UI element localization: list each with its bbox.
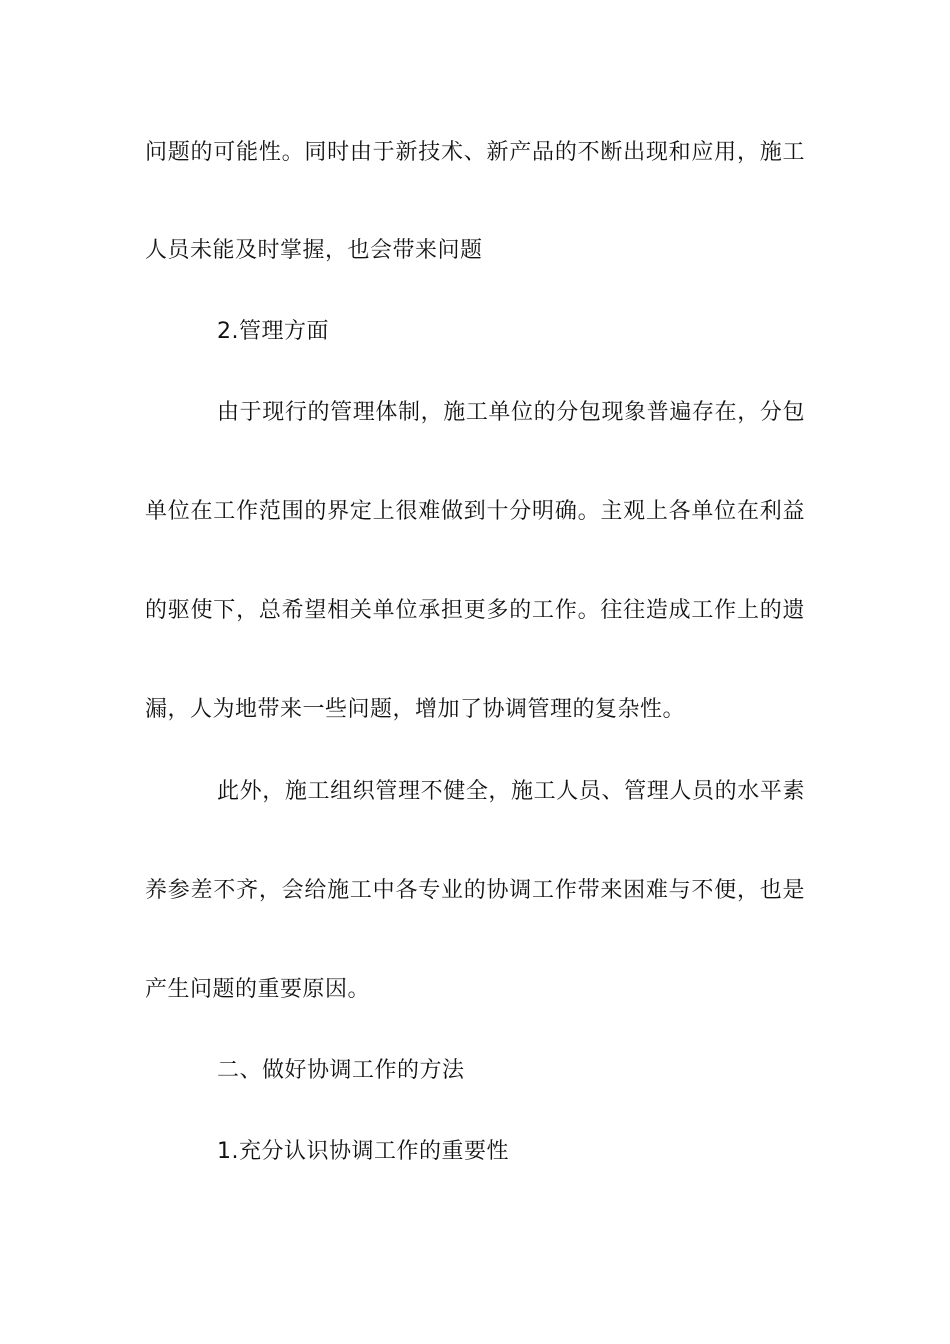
paragraph-line: 产生问题的重要原因。 bbox=[145, 977, 371, 1002]
paragraph-line: 漏，人为地带来一些问题，增加了协调管理的复杂性。 bbox=[145, 697, 686, 722]
section-heading: 二、做好协调工作的方法 bbox=[217, 1058, 465, 1083]
paragraph-line: 由于现行的管理体制，施工单位的分包现象普遍存在，分包 bbox=[217, 400, 805, 425]
paragraph-line: 的驱使下，总希望相关单位承担更多的工作。往往造成工作上的遗 bbox=[145, 598, 805, 623]
paragraph-line: 单位在工作范围的界定上很难做到十分明确。主观上各单位在利益 bbox=[145, 499, 805, 524]
section-heading: 2.管理方面 bbox=[217, 319, 329, 344]
paragraph-line: 问题的可能性。同时由于新技术、新产品的不断出现和应用，施工 bbox=[145, 140, 805, 165]
subsection-heading: 1.充分认识协调工作的重要性 bbox=[217, 1139, 509, 1164]
paragraph-line: 人员未能及时掌握，也会带来问题 bbox=[145, 238, 483, 263]
paragraph-line: 养参差不齐，会给施工中各专业的协调工作带来困难与不便，也是 bbox=[145, 878, 805, 903]
paragraph-line: 此外，施工组织管理不健全，施工人员、管理人员的水平素 bbox=[217, 779, 805, 804]
